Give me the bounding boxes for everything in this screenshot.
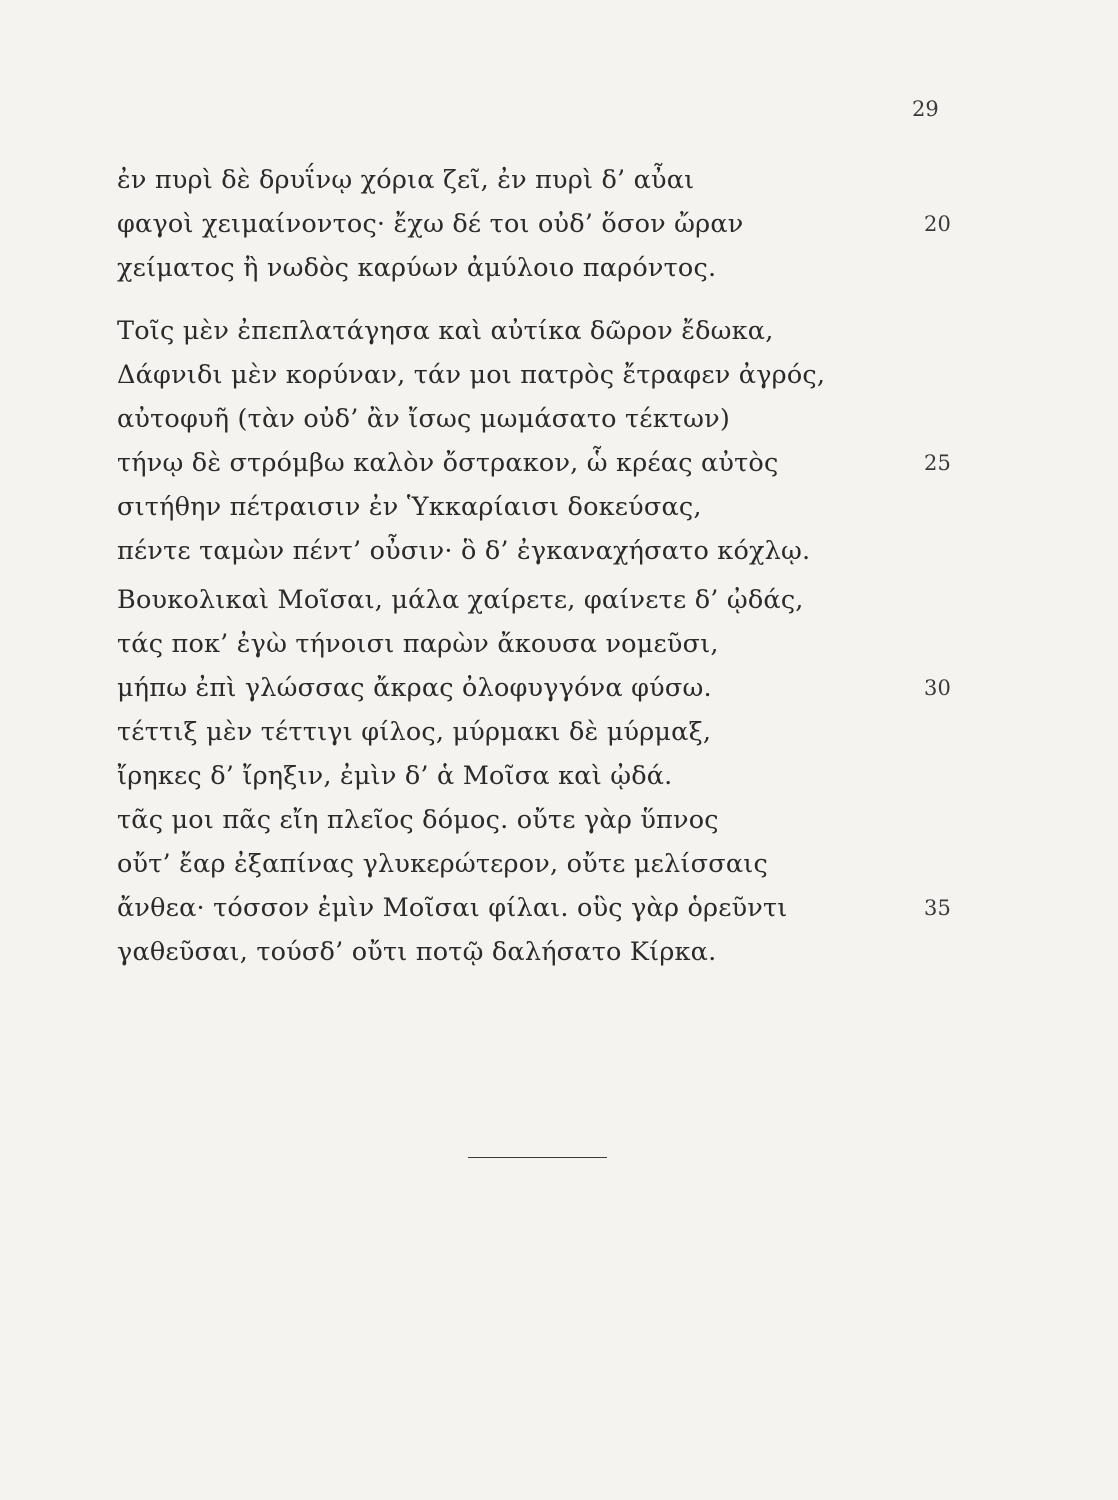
verse-line [117,622,997,666]
verse-line [117,842,997,886]
verse-text: ἴρηκες δ’ ἴρηξιν, ἐμὶν δ’ ἁ Μοῖσα καὶ ᾠδά. [117,761,673,791]
verse-text: τήνῳ δὲ στρόμβω καλὸν ὄστρακον, ὧ κρέας αὐτὸς [117,448,779,478]
verse-line [117,202,997,246]
verse-text: σιτήθην πέτραισιν ἐν Ὑκκαρίαισι δοκεύσας, [117,492,702,522]
verse-text: Βουκολικαὶ Μοῖσαι, μάλα χαίρετε, φαίνετε δ’ ᾠδάς, [117,585,804,615]
verse-line [117,441,997,485]
verse-line [117,666,997,710]
verse-text: φαγοὶ χειμαίνοντος· ἔχω δέ τοι οὐδ’ ὅσον ὤραν [117,209,744,239]
line-number: 20 [924,212,952,236]
line-number: 30 [924,676,952,700]
verse-text: Τοῖς μὲν ἐπεπλατάγησα καὶ αὐτίκα δῶρον ἔδωκα, [117,316,774,346]
verse-line [117,485,997,529]
line-number: 25 [924,451,952,475]
verse-text: ἐν πυρὶ δὲ δρυΐνῳ χόρια ζεῖ, ἐν πυρὶ δ’ αὖαι [117,165,695,195]
verse-line [117,754,997,798]
verse-line [117,798,997,842]
page-number: 29 [912,97,939,121]
stanza [117,309,997,573]
verse-line [117,309,997,353]
end-rule [468,1157,607,1158]
verse-text: τέττιξ μὲν τέττιγι φίλος, μύρμακι δὲ μύρμαξ, [117,717,712,747]
stanza [117,578,997,974]
verse-text: μήπω ἐπὶ γλώσσας ἄκρας ὀλοφυγγόνα φύσω. [117,673,712,703]
verse-text: χείματος ἢ νωδὸς καρύων ἀμύλοιο παρόντος. [117,253,717,283]
line-number: 35 [924,896,952,920]
verse-text: τᾶς μοι πᾶς εἴη πλεῖος δόμος. οὔτε γὰρ ὕπνος [117,805,719,835]
verse-line [117,886,997,930]
verse-text: γαθεῦσαι, τούσδ’ οὔτι ποτῷ δαλήσατο Κίρκα. [117,937,717,967]
verse-text: πέντε ταμὼν πέντ’ οὖσιν· ὃ δ’ ἐγκαναχήσατο κόχλῳ. [117,536,811,566]
verse-text: αὐτοφυῆ (τὰν οὐδ’ ἂν ἴσως μωμάσατο τέκτων) [117,404,730,434]
verse-line [117,397,997,441]
verse-line [117,353,997,397]
verse-text: οὔτ’ ἔαρ ἐξαπίνας γλυκερώτερον, οὔτε μελίσσαις [117,849,768,879]
verse-text: Δάφνιδι μὲν κορύναν, τάν μοι πατρὸς ἔτραφεν ἀγρός, [117,360,826,390]
verse-line [117,930,997,974]
verse-line [117,710,997,754]
verse-line [117,578,997,622]
stanza [117,158,997,290]
verse-line [117,529,997,573]
verse-text: ἄνθεα· τόσσον ἐμὶν Μοῖσαι φίλαι. οὓς γὰρ ὁρεῦντι [117,893,788,923]
verse-line [117,158,997,202]
verse-text: τάς ποκ’ ἐγὼ τήνοισι παρὼν ἄκουσα νομεῦσι, [117,629,719,659]
verse-line [117,246,997,290]
